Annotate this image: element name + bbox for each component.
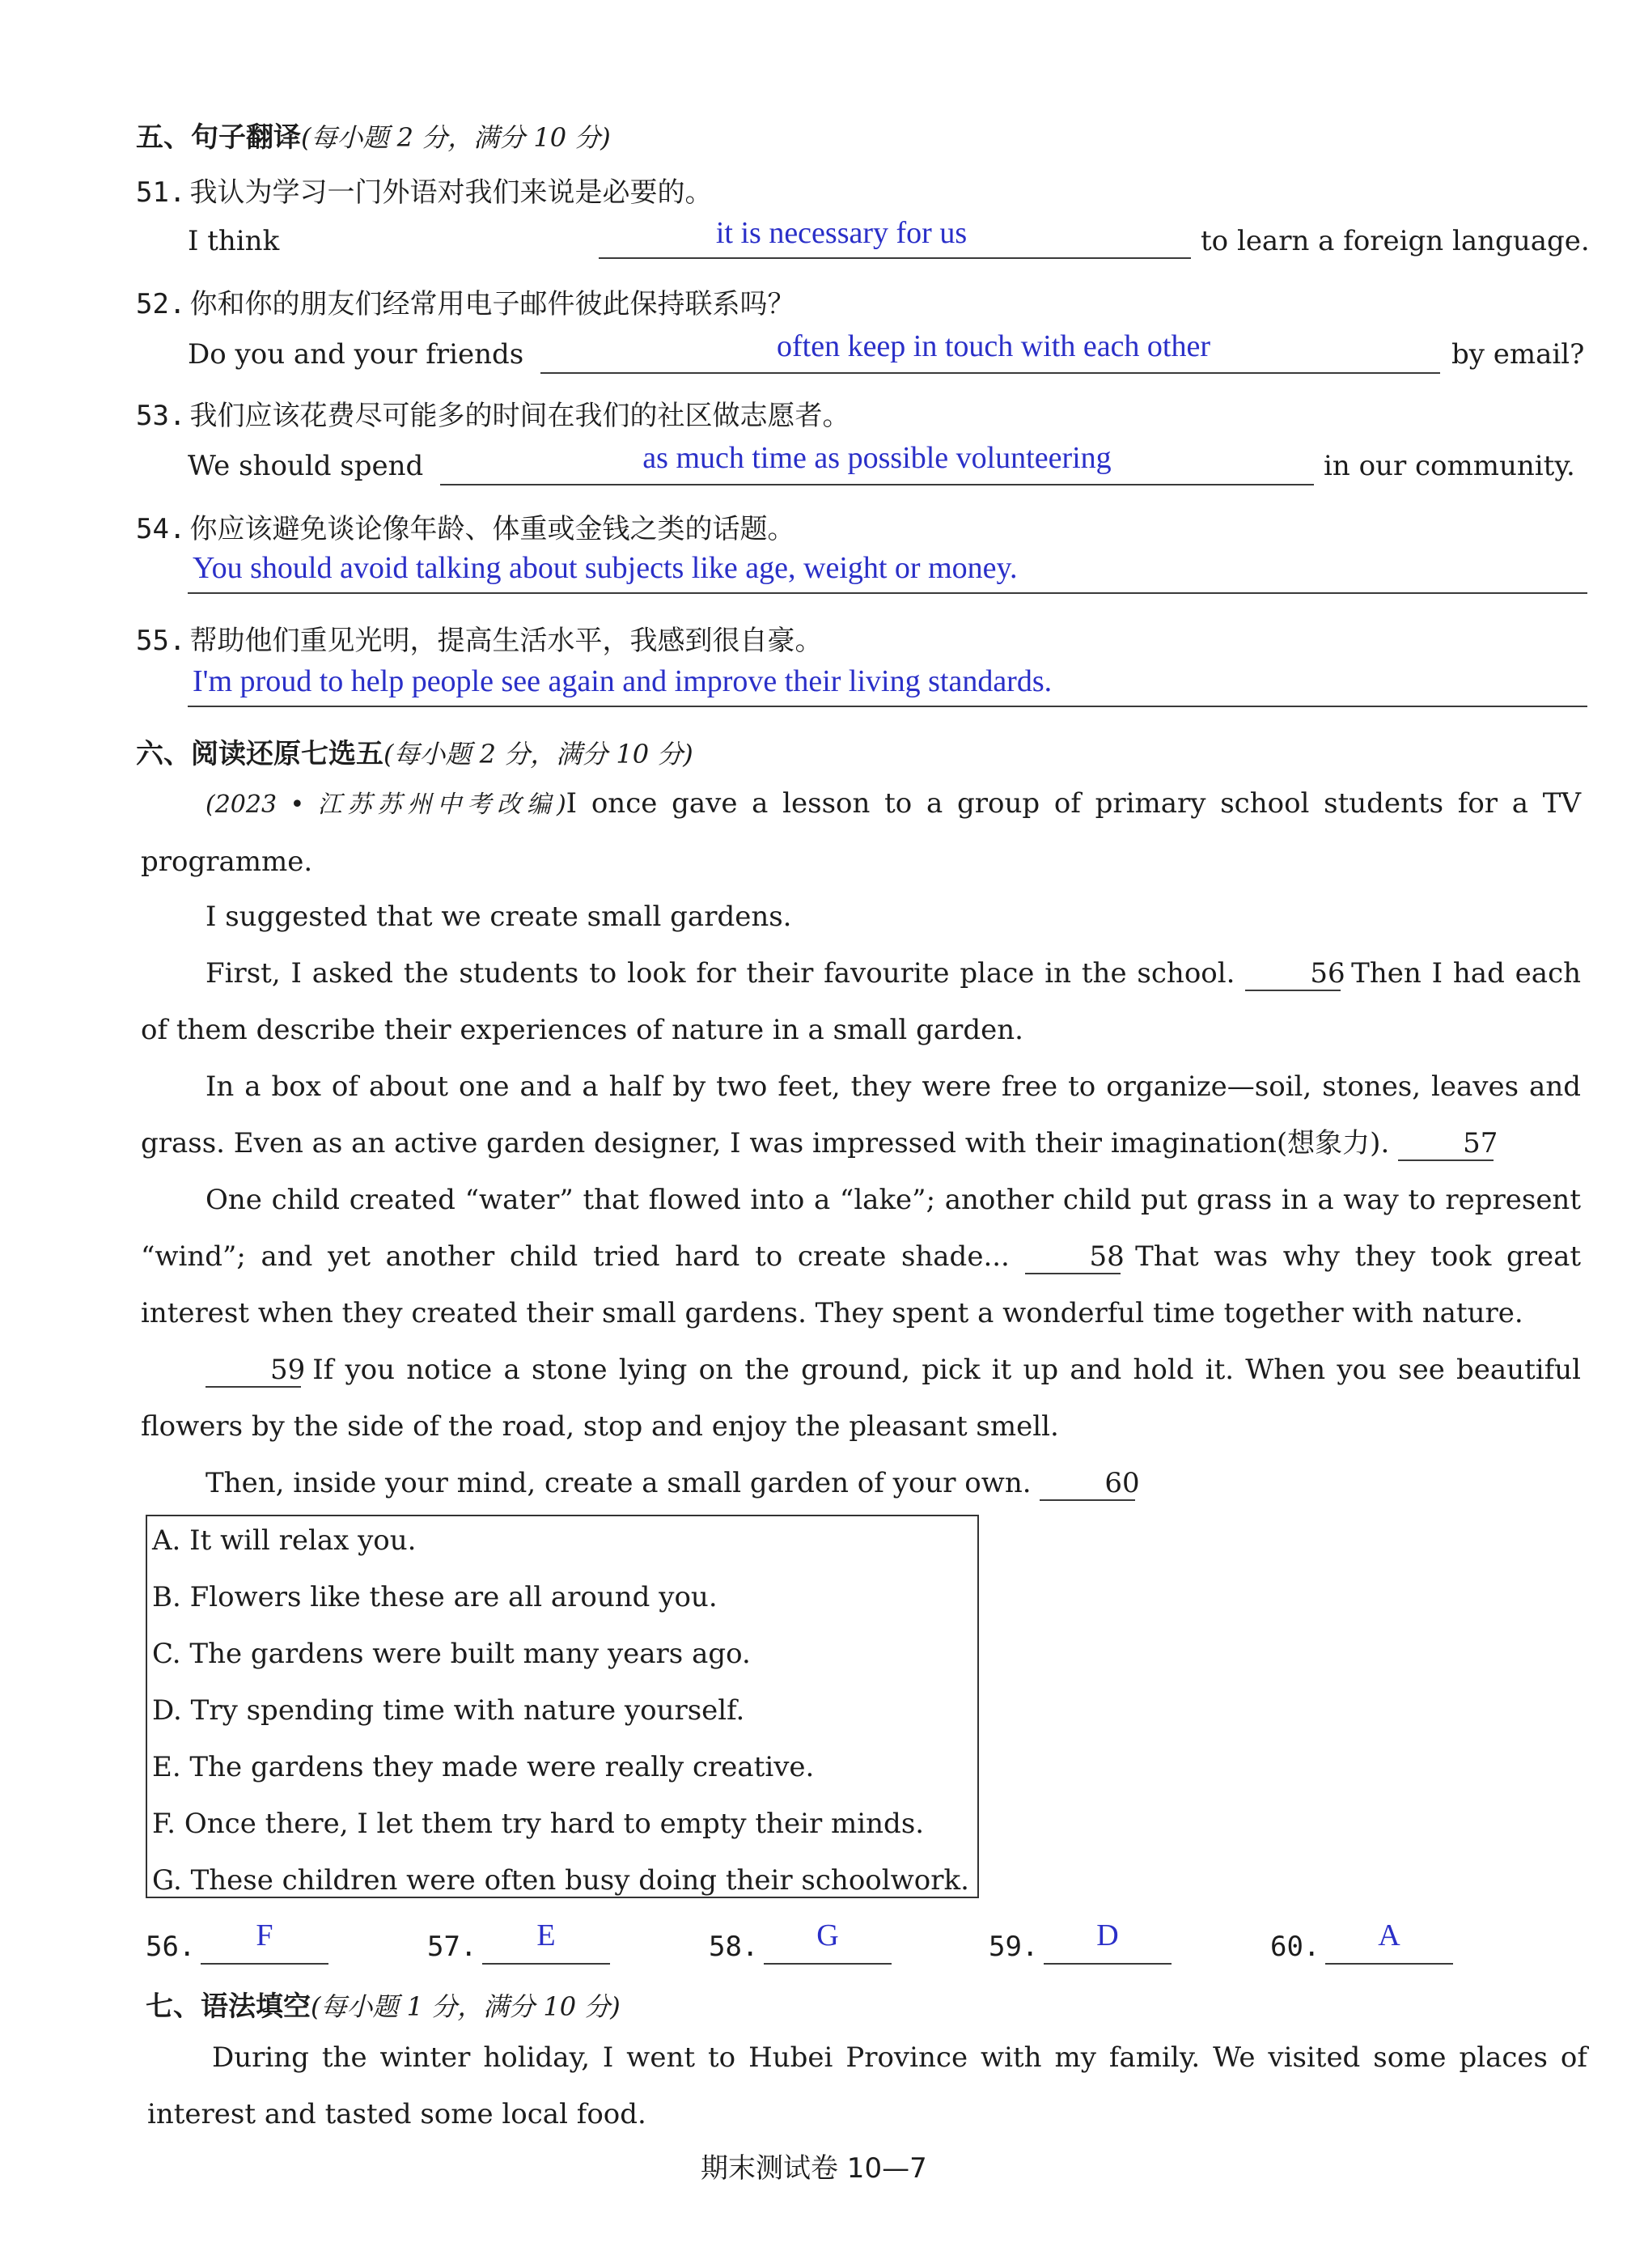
section-title: 五、句子翻译 [136,121,301,154]
option-b: B. Flowers like these are all around you. [152,1581,718,1613]
section-title: 六、阅读还原七选五 [136,738,383,770]
answer-59: D [1096,1918,1119,1952]
q51-suffix: to learn a foreign language. [1201,225,1590,257]
question-53-prompt [136,393,850,433]
blank-58: 58 [1025,1240,1121,1274]
passage-paragraph-4 [141,1058,1581,1172]
q53-answer: as much time as possible volunteering [642,441,1112,475]
paragraph-text: I once gave a lesson to a group of primary school students for a TV programme. [141,787,1582,878]
paragraph-text: In a box of about one and a half by two feet, they were free to organize—soil, stones, leaves and grass. Even as an active garden designer, I was impressed with their imagination(想象力). [141,1070,1581,1159]
question-54-prompt [136,507,795,546]
passage-paragraph-1 [141,775,1581,890]
q51-prefix: I think [188,225,280,257]
q52-answer: often keep in touch with each other [776,329,1211,363]
passage-paragraph-5 [141,1172,1581,1342]
question-number: 51. [136,176,186,209]
section-5-heading [136,115,611,155]
blank-57: 57 [1398,1127,1494,1161]
q52-suffix: by email? [1451,338,1585,371]
question-number: 54. [136,513,186,545]
answer-58-line [764,1963,892,1965]
section-7-heading [146,1984,621,2024]
section-note: (每小题 2 分，满分 10 分) [301,122,611,153]
answer-56-line [201,1963,328,1965]
section-7-paragraph [147,2029,1587,2143]
answer-60-label: 60. [1270,1931,1320,1963]
q55-answer: I'm proud to help people see again and improve their living standards. [193,664,1053,698]
q51-answer: it is necessary for us [715,216,968,250]
passage-paragraph-7 [141,1455,1581,1511]
chinese-sentence: 你和你的朋友们经常用电子邮件彼此保持联系吗？ [189,288,795,320]
answer-57-label: 57. [427,1931,477,1963]
blank-60: 60 [1040,1467,1135,1501]
section-note: (每小题 2 分，满分 10 分) [383,739,693,769]
answer-57: E [536,1918,556,1952]
chinese-sentence: 我们应该花费尽可能多的时间在我们的社区做志愿者。 [189,400,850,432]
paragraph-text: During the winter holiday, I went to Hubei Province with my family. We visited some places of interest and tasted some local food. [147,2041,1587,2130]
question-number: 55. [136,625,186,657]
q55-answer-line [188,706,1587,707]
question-55-prompt [136,618,823,658]
answer-59-line [1044,1963,1172,1965]
answer-59-label: 59. [989,1931,1039,1963]
section-6-heading [136,731,693,771]
section-note: (每小题 1 分，满分 10 分) [311,1991,621,2022]
paragraph-text: Then I had each of them describe their experiences of nature in a small garden. [141,957,1582,1046]
option-d: D. Try spending time with nature yourself. [152,1694,745,1727]
chinese-sentence: 我认为学习一门外语对我们来说是必要的。 [189,176,713,209]
question-number: 53. [136,400,186,432]
paragraph-text: First, I asked the students to look for their favourite place in the school. [206,957,1235,990]
q54-answer-line [188,592,1587,594]
answer-56-label: 56. [146,1931,196,1963]
q53-answer-line [440,484,1314,485]
answer-58-label: 58. [709,1931,759,1963]
answer-57-line [482,1963,610,1965]
chinese-sentence: 帮助他们重见光明，提高生活水平，我感到很自豪。 [189,625,823,657]
question-52-prompt [136,282,795,321]
source-note: (2023 • 江苏苏州中考改编) [206,791,566,819]
passage-paragraph-2 [141,888,1581,945]
q51-answer-line [599,257,1191,259]
q52-prefix: Do you and your friends [188,338,524,371]
q54-answer: You should avoid talking about subjects like age, weight or money. [193,551,1018,585]
blank-56: 56 [1245,957,1341,991]
paragraph-text: Then, inside your mind, create a small garden of your own. [206,1467,1032,1499]
q53-suffix: in our community. [1324,450,1575,482]
option-e: E. The gardens they made were really creative. [152,1751,815,1783]
page-footer: 期末测试卷 10—7 [701,2152,927,2185]
passage-paragraph-3 [141,945,1581,1058]
passage-paragraph-6 [141,1342,1581,1455]
option-a: A. It will relax you. [152,1524,417,1557]
question-51-prompt [136,170,713,210]
paragraph-text: One child created “water” that flowed into a “lake”; another child put grass in a way to represent “wind”; and yet another child tried hard to create shade... [141,1184,1581,1273]
chinese-sentence: 你应该避免谈论像年龄、体重或金钱之类的话题。 [189,513,795,545]
answer-58: G [816,1918,839,1952]
answer-60: A [1378,1918,1400,1952]
option-c: C. The gardens were built many years ago. [152,1638,751,1670]
answer-60-line [1325,1963,1453,1965]
blank-59: 59 [206,1354,301,1388]
paragraph-text: I suggested that we create small gardens. [206,901,792,933]
section-title: 七、语法填空 [146,1990,311,2023]
paragraph-text: If you notice a stone lying on the ground, pick it up and hold it. When you see beautiful flowers by the side of the road, stop and enjoy the pleasant smell. [141,1354,1581,1443]
answer-56: F [256,1918,273,1952]
option-f: F. Once there, I let them try hard to empty their minds. [152,1808,925,1840]
q52-answer-line [540,372,1440,374]
q53-prefix: We should spend [188,450,424,482]
option-g: G. These children were often busy doing their schoolwork. [152,1864,969,1897]
question-number: 52. [136,288,186,320]
paragraph-text: That was why they took great interest when they created their small gardens. They spent a wonderful time together with nature. [141,1240,1582,1329]
